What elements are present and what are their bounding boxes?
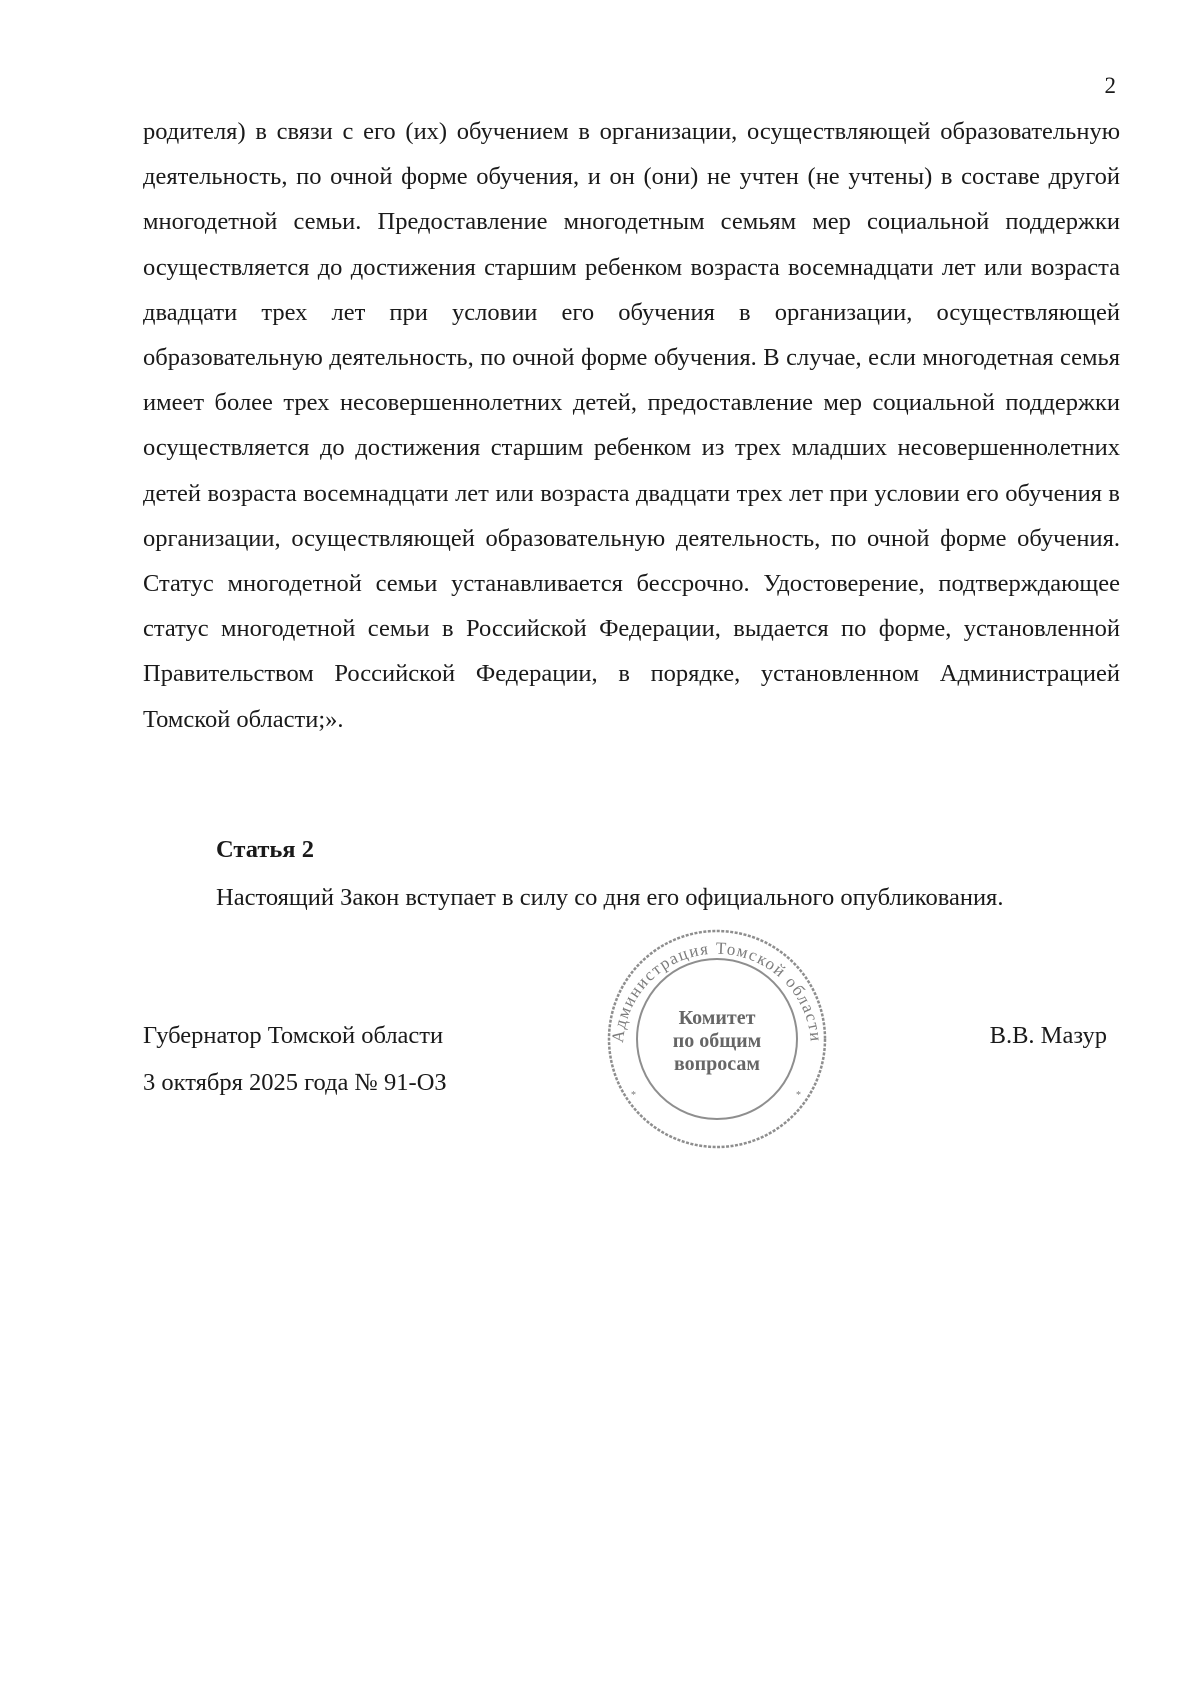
official-seal bbox=[606, 928, 828, 1150]
article-body: Настоящий Закон вступает в силу со дня его официального опубликования. bbox=[216, 884, 1004, 911]
seal-ring-text: Администрация Томской области bbox=[607, 938, 826, 1044]
signature-date-number: 3 октября 2025 года № 91-ОЗ bbox=[143, 1069, 447, 1096]
seal-star-right: * bbox=[796, 1090, 801, 1101]
seal-star-left: * bbox=[631, 1090, 636, 1101]
article-heading: Статья 2 bbox=[216, 836, 314, 863]
page-number: 2 bbox=[1104, 73, 1116, 98]
signatory-title: Губернатор Томской области bbox=[143, 1022, 444, 1049]
seal-center-line-1: Комитет bbox=[678, 1007, 756, 1029]
seal-center-line-2: по общим bbox=[672, 1030, 762, 1052]
signatory-name: В.В. Мазур bbox=[989, 1022, 1107, 1049]
main-paragraph: родителя) в связи с его (их) обучением в организации, осуществляющей образовательную деятельность, по очной форме обучения, и он (они) не учтен (не учтены) в составе другой многодетной семьи. Предоставление многодетным семьям мер социальной поддержки осуществляется до достижения старшим ребенком возраста восемнадцати лет или возраста двадцати трех лет при условии его обучения в организации, осуществляющей образовательную деятельность, по очной форме обучения. В случае, если многодетная семья имеет более трех несовершеннолетних детей, предоставление мер социальной поддержки осуществляется до достижения старшим ребенком из трех младших несовершеннолетних детей возраста восемнадцати лет или возраста двадцати трех лет при условии его обучения в организации, осуществляющей образовательную деятельность, по очной форме обучения. Статус многодетной семьи устанавливается бессрочно. Удостоверение, подтверждающее статус многодетной семьи в Российской Федерации, выдается по форме, установленной Правительством Российской Федерации, в порядке, установленном Администрацией Томской области;». bbox=[143, 118, 1120, 733]
seal-center-line-3: вопросам bbox=[673, 1053, 761, 1075]
